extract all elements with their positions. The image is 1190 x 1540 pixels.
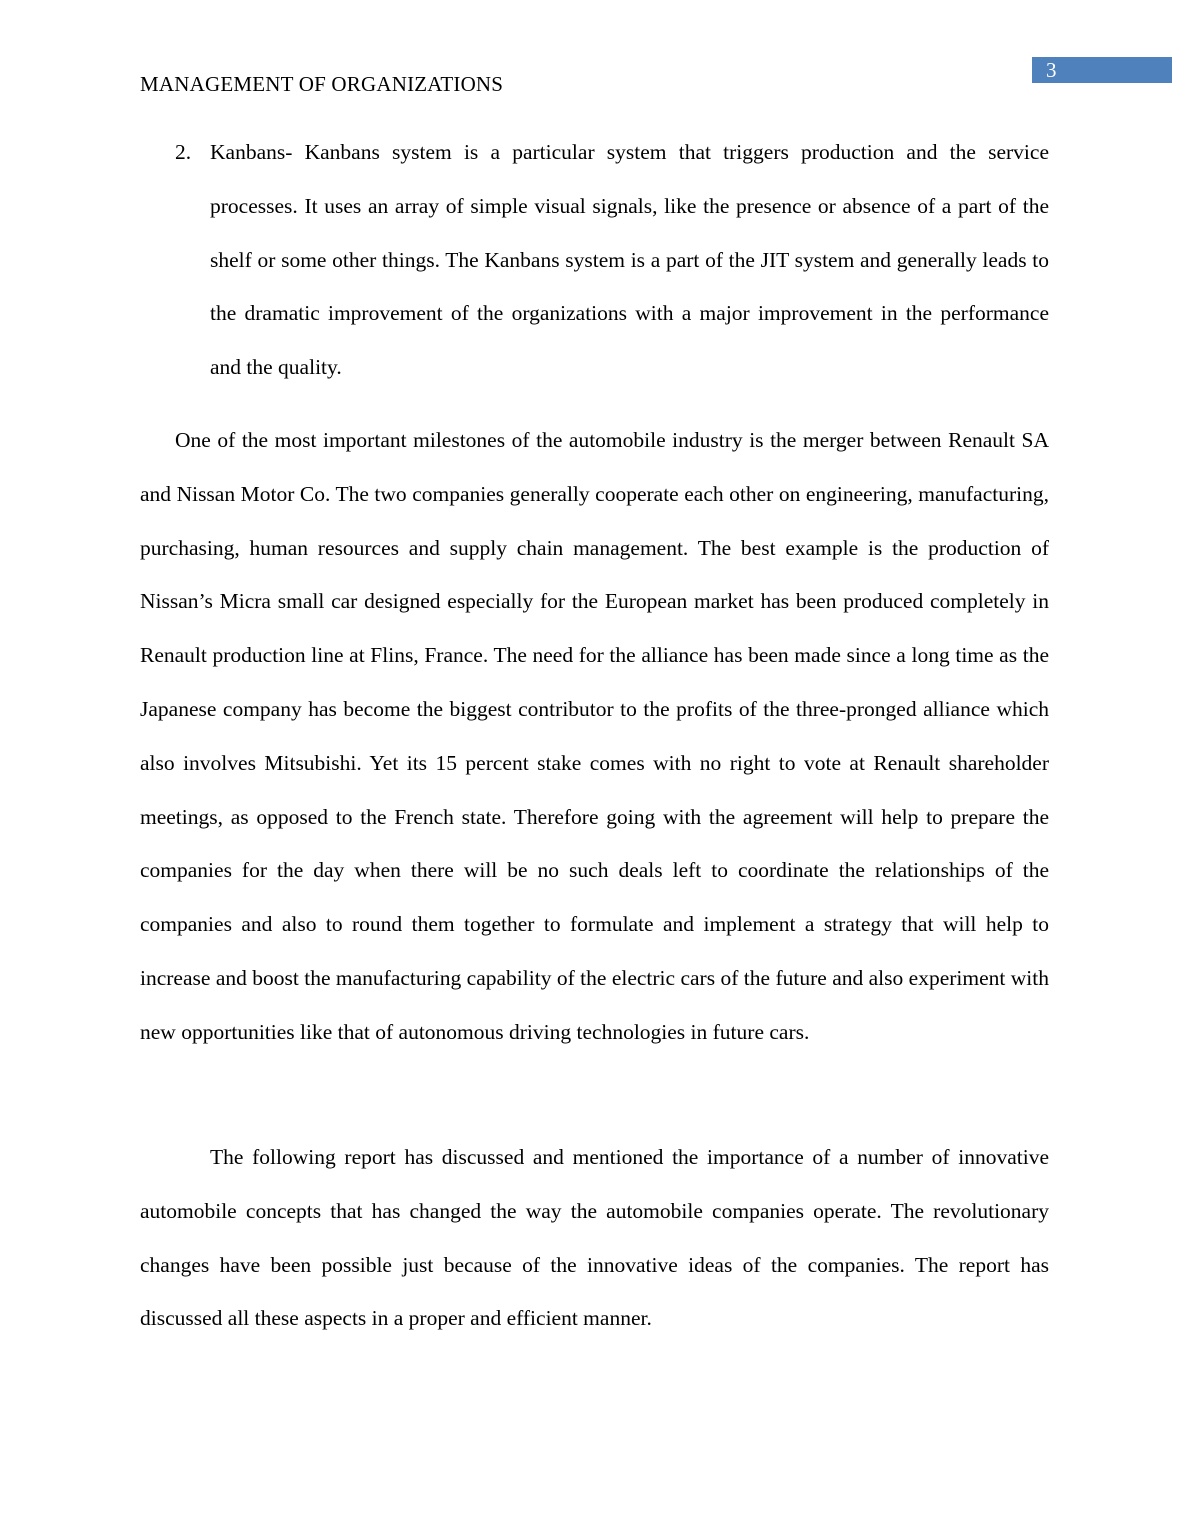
numbered-list-item [140,126,1049,395]
body-paragraph: One of the most important milestones of the automobile industry is the merger between Renault SA and Nissan Motor Co. The two companies generally cooperate each other on engineering, manufacturing, purchasing, human resources and supply chain management. The best example is the production of Nissan’s Micra small car designed especially for the European market has been produced completely in Renault production line at Flins, France. The need for the alliance has been made since a long time as the Japanese company has become the biggest contributor to the profits of the three-pronged alliance which also involves Mitsubishi. Yet its 15 percent stake comes with no right to vote at Renault shareholder meetings, as opposed to the French state. Therefore going with the agreement will help to prepare the companies for the day when there will be no such deals left to coordinate the relationships of the companies and also to round them together to formulate and implement a strategy that will help to increase and boost the manufacturing capability of the electric cars of the future and also experiment with new opportunities like that of autonomous driving technologies in future cars. [140,428,1049,1044]
body-paragraph: The following report has discussed and mentioned the importance of a number of innovative automobile concepts that has changed the way the automobile companies operate. The revolutionary changes have been possible just because of the innovative ideas of the companies. The report has discussed all these aspects in a proper and efficient manner. [140,1145,1049,1331]
list-item-text: Kanbans- Kanbans system is a particular system that triggers production and the service processes. It uses an array of simple visual signals, like the presence or absence of a part of the shelf or some other things. The Kanbans system is a part of the JIT system and generally leads to the dramatic improvement of the organizations with a major improvement in the performance and the quality. [210,140,1049,380]
page-number-badge: 3 [1032,57,1172,83]
running-head: MANAGEMENT OF ORGANIZATIONS [140,72,504,96]
list-item-number: 2. [175,140,192,164]
